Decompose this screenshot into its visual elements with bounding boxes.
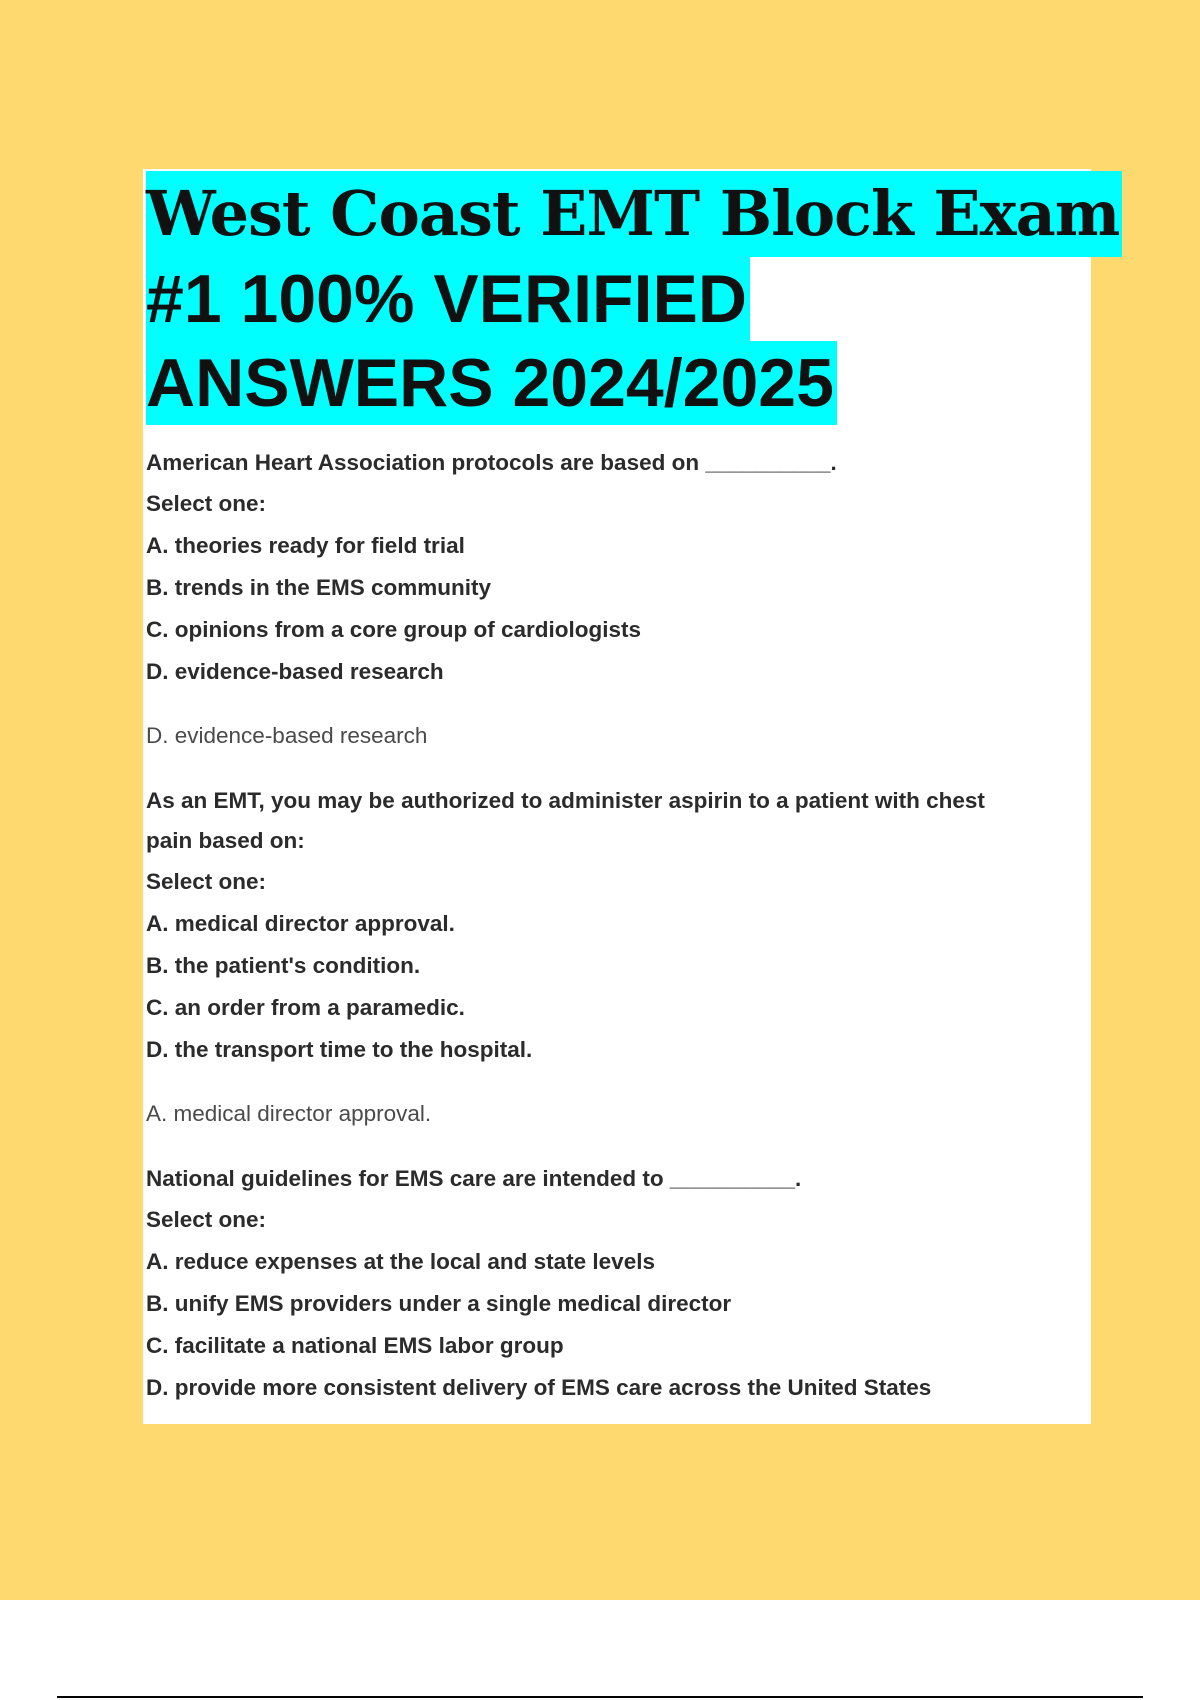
option-d: D. the transport time to the hospital. xyxy=(146,1037,533,1062)
title-line-2: #1 100% VERIFIED xyxy=(146,257,750,341)
question-list xyxy=(146,443,1066,1409)
option-d: D. provide more consistent delivery of EMS care across the United States xyxy=(146,1375,932,1400)
select-one-prompt: Select one: xyxy=(146,491,267,516)
option-b: B. trends in the EMS community xyxy=(146,575,492,600)
footer-divider xyxy=(57,1696,1143,1698)
option-a: A. reduce expenses at the local and state levels xyxy=(146,1249,655,1274)
option-d: D. evidence-based research xyxy=(146,659,444,684)
title-line-3: ANSWERS 2024/2025 xyxy=(146,341,837,425)
title-line-1: West Coast EMT Block Exam xyxy=(146,171,1122,257)
option-a: A. medical director approval. xyxy=(146,911,455,936)
question-3 xyxy=(146,1159,1066,1409)
option-c: C. facilitate a national EMS labor group xyxy=(146,1333,564,1358)
answer-text: A. medical director approval. xyxy=(146,1101,432,1126)
option-c: C. opinions from a core group of cardiologists xyxy=(146,617,642,642)
select-one-prompt: Select one: xyxy=(146,1207,267,1232)
question-1 xyxy=(146,443,1066,757)
select-one-prompt: Select one: xyxy=(146,869,267,894)
option-c: C. an order from a paramedic. xyxy=(146,995,465,1020)
question-2 xyxy=(146,781,1066,1135)
question-stem: National guidelines for EMS care are intended to __________. xyxy=(146,1166,802,1191)
option-b: B. the patient's condition. xyxy=(146,953,421,978)
document-title xyxy=(146,171,1120,425)
option-a: A. theories ready for field trial xyxy=(146,533,465,558)
question-stem-line-2: pain based on: xyxy=(146,828,305,853)
option-b: B. unify EMS providers under a single medical director xyxy=(146,1291,732,1316)
question-stem-line-1: As an EMT, you may be authorized to administer aspirin to a patient with chest xyxy=(146,788,985,813)
answer-text: D. evidence-based research xyxy=(146,723,428,748)
question-stem: American Heart Association protocols are based on __________. xyxy=(146,450,837,475)
